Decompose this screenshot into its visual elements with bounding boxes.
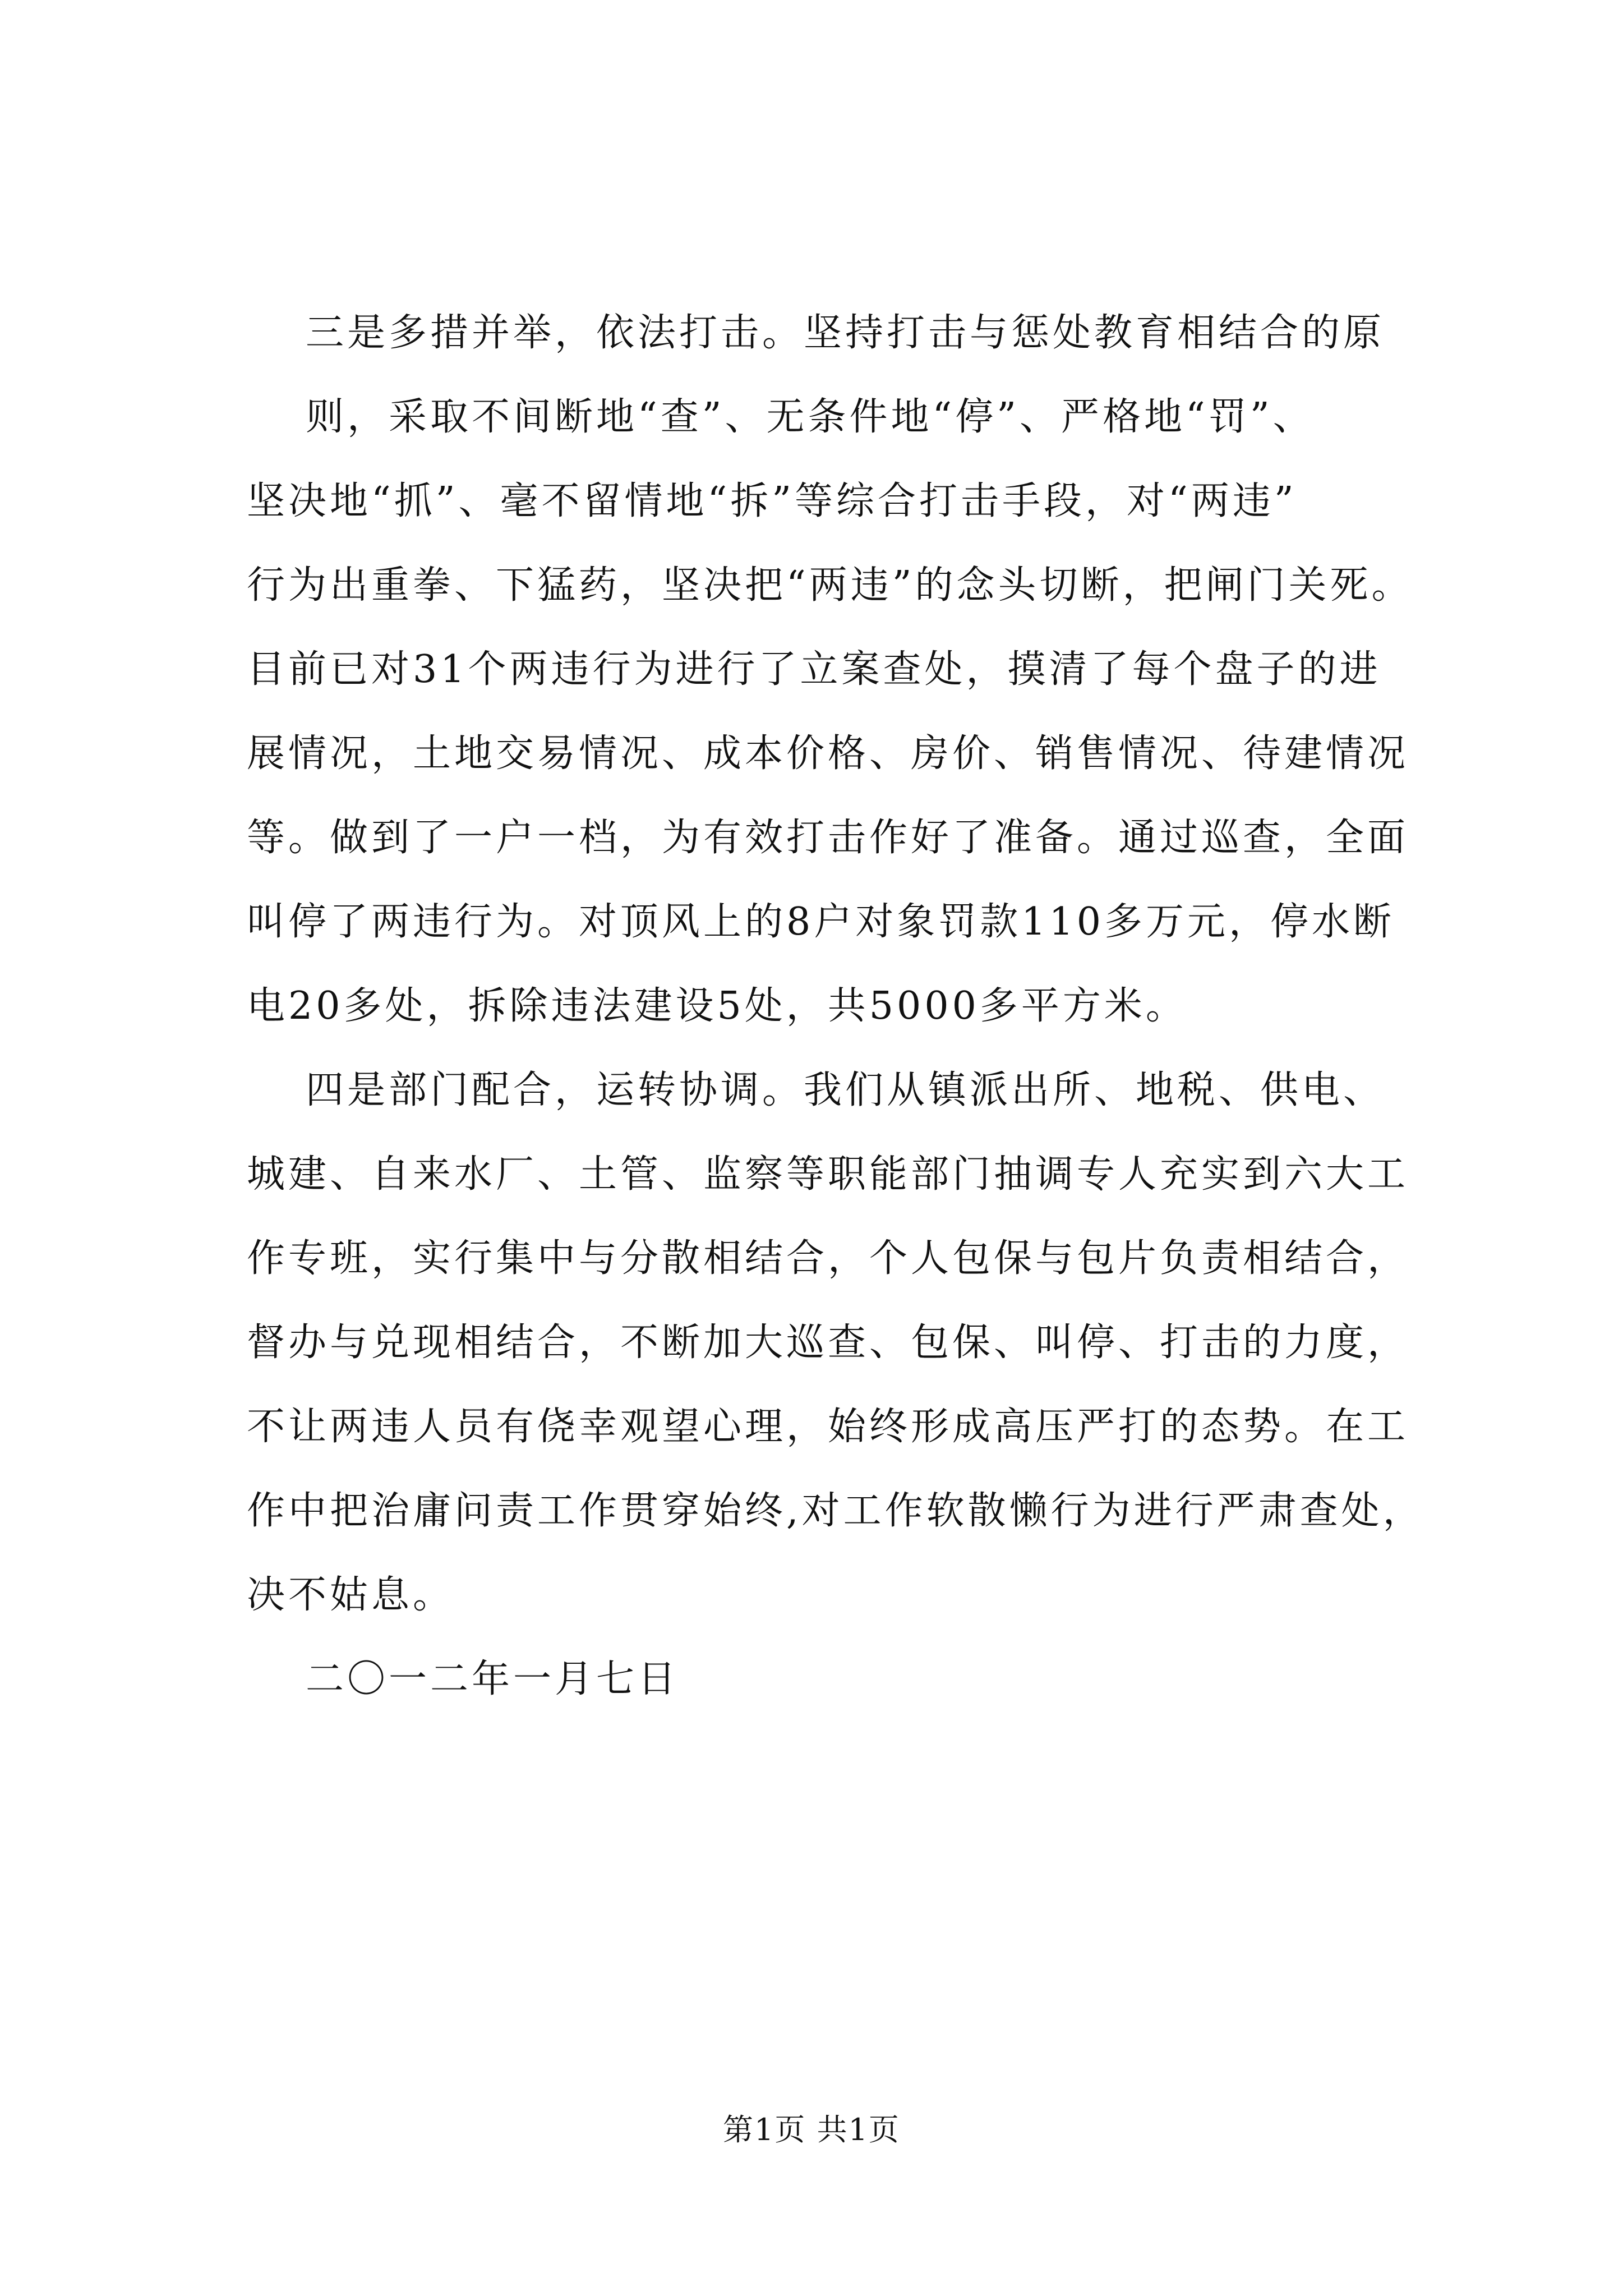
- paragraph-line: 坚决地“抓”、毫不留情地“拆”等综合打击手段，对“两违”: [247, 479, 1297, 523]
- paragraph-line: 督办与兑现相结合，不断加大巡查、包保、叫停、打击的力度，: [247, 1320, 1409, 1365]
- paragraph-line: 四是部门配合，运转协调。我们从镇派出所、地税、供电、: [306, 1068, 1385, 1112]
- date-line: 二〇一二年一月七日: [306, 1657, 680, 1701]
- paragraph-line: 行为出重拳、下猛药，坚决把“两违”的念头切断，把闸门关死。: [247, 563, 1413, 608]
- paragraph-line: 作中把治庸问责工作贯穿始终,对工作软散懒行为进行严肃查处，: [247, 1489, 1424, 1533]
- paragraph-line: 则，采取不间断地“查”、无条件地“停”、严格地“罚”、: [306, 395, 1315, 439]
- paragraph-line: 目前已对31个两违行为进行了立案查处，摸清了每个盘子的进: [247, 647, 1381, 692]
- paragraph-line: 决不姑息。: [247, 1573, 455, 1617]
- paragraph-line: 电20多处，拆除违法建设5处，共5000多平方米。: [247, 984, 1187, 1028]
- paragraph-line: 叫停了两违行为。对顶风上的8户对象罚款110多万元，停水断: [247, 900, 1395, 944]
- page-footer: 第1页 共1页: [723, 2112, 900, 2147]
- paragraph-line: 作专班，实行集中与分散相结合，个人包保与包片负责相结合，: [247, 1236, 1409, 1281]
- paragraph-line: 三是多措并举，依法打击。坚持打击与惩处教育相结合的原: [306, 311, 1385, 355]
- paragraph-line: 展情况，土地交易情况、成本价格、房价、销售情况、待建情况: [247, 731, 1409, 776]
- paragraph-line: 不让两违人员有侥幸观望心理，始终形成高压严打的态势。在工: [247, 1405, 1409, 1449]
- paragraph-line: 等。做到了一户一档，为有效打击作好了准备。通过巡查，全面: [247, 816, 1409, 860]
- paragraph-line: 城建、自来水厂、土管、监察等职能部门抽调专人充实到六大工: [247, 1152, 1409, 1197]
